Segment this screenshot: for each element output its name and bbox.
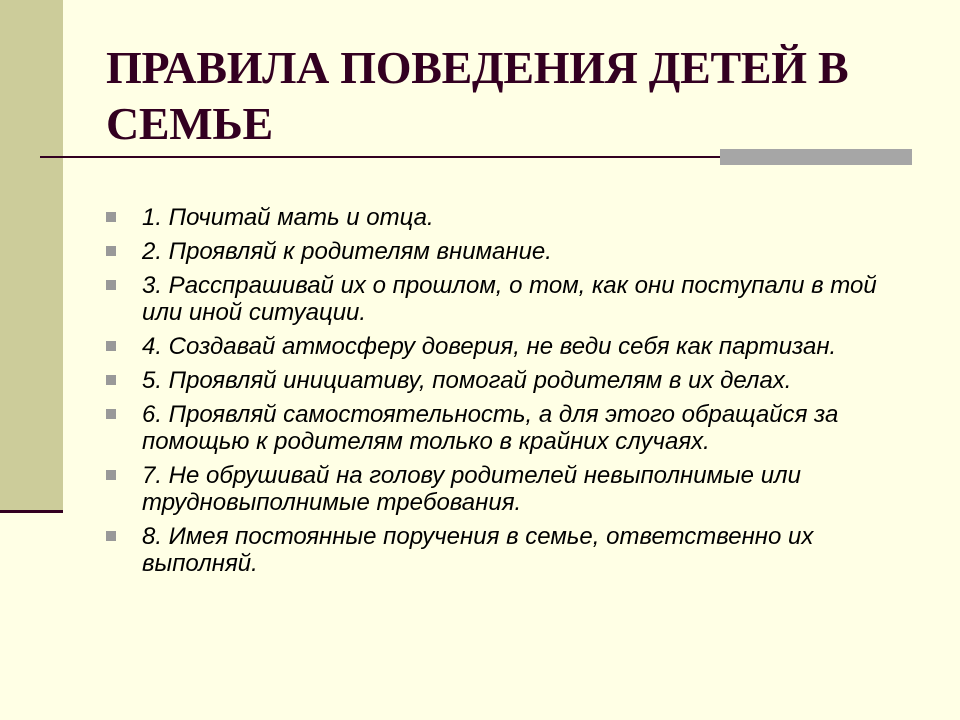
slide-title: ПРАВИЛА ПОВЕДЕНИЯ ДЕТЕЙ В СЕМЬЕ bbox=[106, 42, 849, 149]
rule-text: 1. Почитай мать и отца. bbox=[142, 204, 434, 231]
rule-text: 8. Имея постоянные поручения в семье, ответственно их выполняй. bbox=[142, 523, 814, 577]
square-bullet-icon bbox=[106, 280, 116, 290]
square-bullet-icon bbox=[106, 341, 116, 351]
list-item bbox=[106, 462, 916, 516]
rule-text: 2. Проявляй к родителям внимание. bbox=[142, 238, 552, 265]
square-bullet-icon bbox=[106, 246, 116, 256]
rules-list bbox=[106, 204, 916, 584]
square-bullet-icon bbox=[106, 470, 116, 480]
square-bullet-icon bbox=[106, 531, 116, 541]
list-item bbox=[106, 401, 916, 455]
title-divider-accent bbox=[720, 149, 912, 165]
rule-text: 4. Создавай атмосферу доверия, не веди себя как партизан. bbox=[142, 333, 837, 360]
list-item bbox=[106, 523, 916, 577]
list-item bbox=[106, 204, 916, 231]
rule-text: 5. Проявляй инициативу, помогай родителям в их делах. bbox=[142, 367, 792, 394]
rule-text: 3. Расспрашивай их о прошлом, о том, как они поступали в той или иной ситуации. bbox=[142, 272, 877, 326]
left-band-underline bbox=[0, 510, 63, 513]
square-bullet-icon bbox=[106, 375, 116, 385]
list-item bbox=[106, 367, 916, 394]
rule-text: 6. Проявляй самостоятельность, а для этого обращайся за помощью к родителям только в крайних случаях. bbox=[142, 401, 839, 455]
square-bullet-icon bbox=[106, 212, 116, 222]
list-item bbox=[106, 333, 916, 360]
square-bullet-icon bbox=[106, 409, 116, 419]
rule-text: 7. Не обрушивай на голову родителей невыполнимые или трудновыполнимые требования. bbox=[142, 462, 801, 516]
left-decorative-band bbox=[0, 0, 63, 510]
list-item bbox=[106, 238, 916, 265]
list-item bbox=[106, 272, 916, 326]
